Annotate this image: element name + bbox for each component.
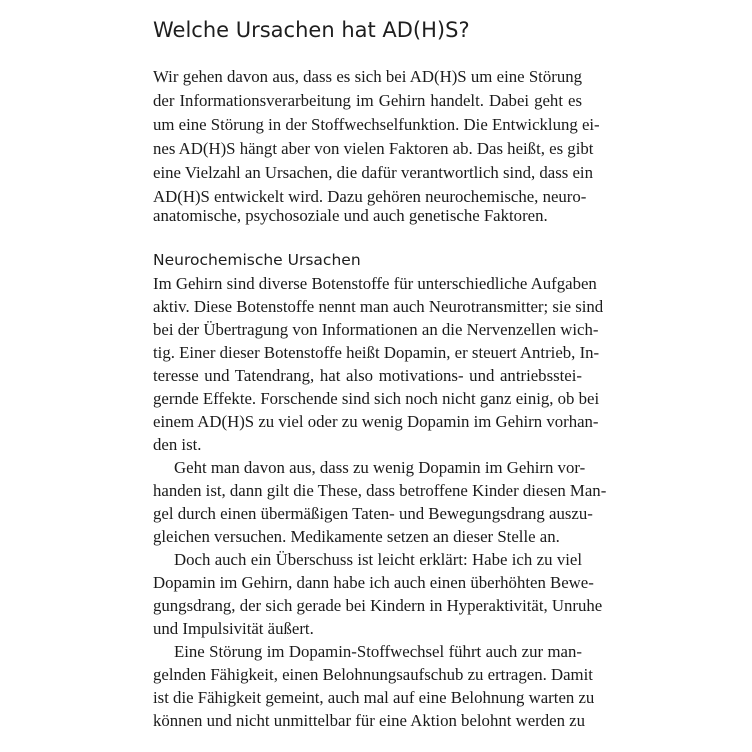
text-line: anatomische, psychosoziale und auch genetische Faktoren.: [153, 206, 548, 225]
text-line: Doch auch ein Überschuss ist leicht erklärt: Habe ich zu viel: [174, 550, 582, 569]
text-line: handen ist, dann gilt die These, dass betroffene Kinder diesen Man-: [153, 481, 607, 500]
subsection-title: Neurochemische Ursachen: [153, 251, 361, 269]
text-line: können und nicht unmittelbar für eine Aktion belohnt werden zu: [153, 711, 586, 730]
text-line: Dopamin im Gehirn, dann habe ich auch einen überhöhten Bewe-: [153, 573, 594, 592]
text-line: und Impulsivität äußert.: [153, 619, 314, 638]
text-line: Im Gehirn sind diverse Botenstoffe für unterschiedliche Aufgaben: [153, 274, 597, 293]
text-line: Wir gehen davon aus, dass es sich bei AD(H)S um eine Störung: [153, 67, 582, 86]
text-line: den ist.: [153, 435, 202, 454]
text-line: ist die Fähigkeit gemeint, auch mal auf eine Belohnung warten zu: [153, 688, 595, 707]
text-line: nes AD(H)S hängt aber von vielen Faktoren ab. Das heißt, es gibt: [153, 139, 594, 158]
text-line: gleichen versuchen. Medikamente setzen an dieser Stelle an.: [153, 527, 560, 546]
text-line: gel durch einen übermäßigen Taten- und Bewegungsdrang auszu-: [153, 504, 593, 523]
text-line: einem AD(H)S zu viel oder zu wenig Dopamin im Gehirn vorhan-: [153, 412, 599, 431]
section-title: Welche Ursachen hat AD(H)S?: [153, 18, 470, 42]
text-line: um eine Störung in der Stoffwechselfunktion. Die Entwicklung ei-: [153, 115, 600, 134]
text-line: bei der Übertragung von Informationen an die Nervenzellen wich-: [153, 320, 599, 339]
text-line: eine Vielzahl an Ursachen, die dafür verantwortlich sind, dass ein: [153, 163, 593, 182]
text-line: teresse und Tatendrang, hat also motivations- und antriebsstei-: [153, 366, 582, 385]
text-line: gernde Effekte. Forschende sind sich noch nicht ganz einig, ob bei: [153, 389, 600, 408]
text-line: aktiv. Diese Botenstoffe nennt man auch Neurotransmitter; sie sind: [153, 297, 604, 316]
text-line: Eine Störung im Dopamin-Stoffwechsel führt auch zur man-: [174, 642, 582, 661]
text-line: Geht man davon aus, dass zu wenig Dopamin im Gehirn vor-: [174, 458, 586, 477]
text-line: gungsdrang, der sich gerade bei Kindern in Hyperaktivität, Unruhe: [153, 596, 603, 615]
text-line: AD(H)S entwickelt wird. Dazu gehören neurochemische, neuro-: [153, 187, 587, 206]
text-line: tig. Einer dieser Botenstoffe heißt Dopamin, er steuert Antrieb, In-: [153, 343, 600, 362]
text-line: gelnden Fähigkeit, einen Belohnungsaufschub zu ertragen. Damit: [153, 665, 593, 684]
text-line: der Informationsverarbeitung im Gehirn handelt. Dabei geht es: [153, 91, 582, 110]
